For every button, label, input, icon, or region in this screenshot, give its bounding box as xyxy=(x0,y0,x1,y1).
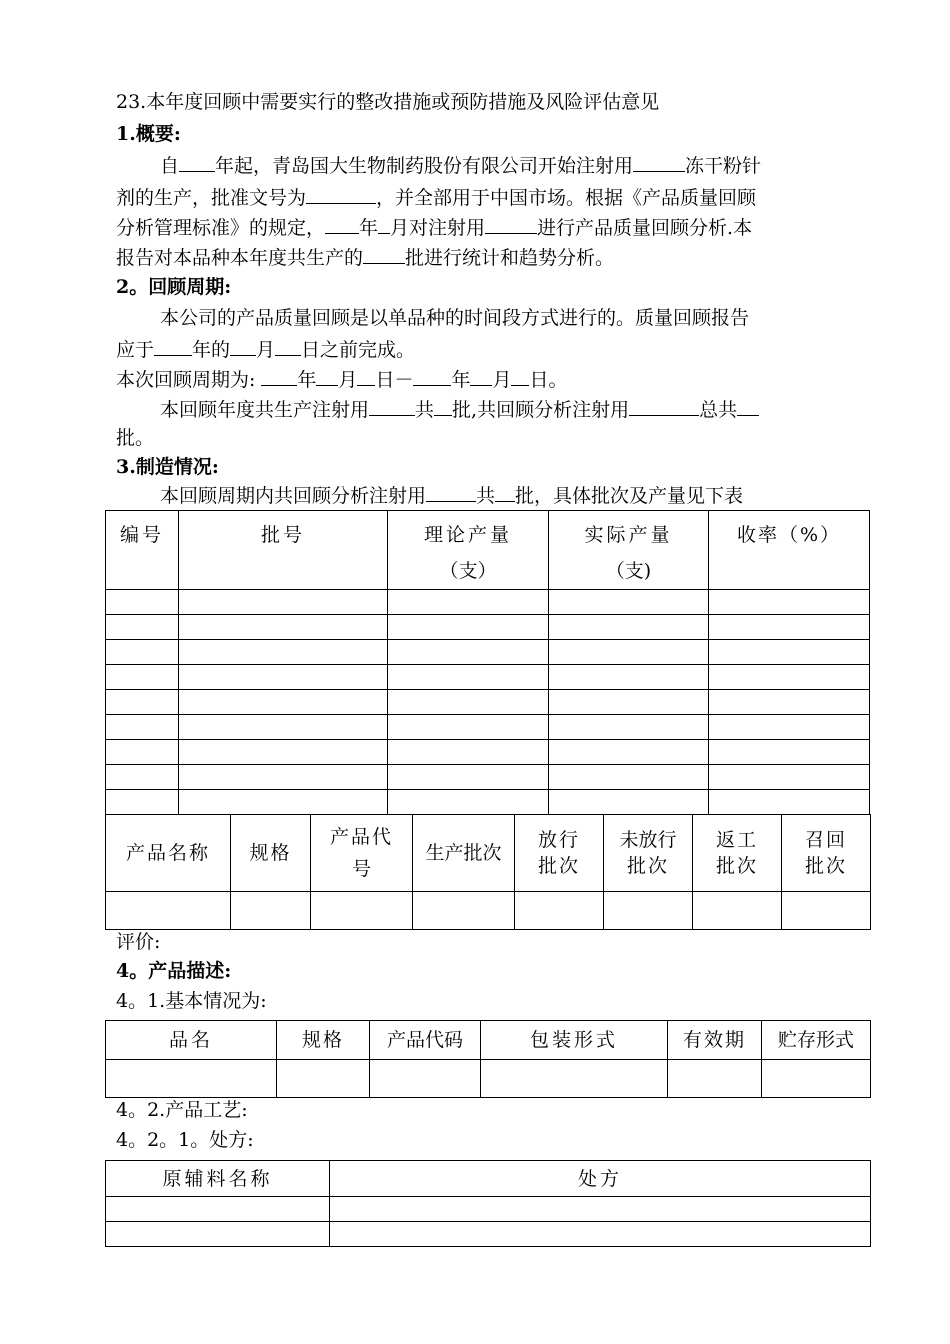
col-product-code: 产品代 号 xyxy=(311,815,413,892)
col-unreleased-batches: 未放行 批次 xyxy=(604,815,693,892)
col-code: 产品代码 xyxy=(370,1021,481,1060)
formula-table xyxy=(105,1160,871,1247)
col-expiry: 有效期 xyxy=(668,1021,762,1060)
basic-info-subheading: 4。1.基本情况为: xyxy=(116,990,267,1012)
table-row xyxy=(106,715,870,740)
period-line-3: 本次回顾周期为: 年 月 日－ 年 月 日。 xyxy=(116,366,568,392)
manufacture-line-1: 本回顾周期内共回顾分析注射用 共 批，具体批次及产量见下表 xyxy=(160,482,743,508)
col-formula: 处方 xyxy=(330,1161,871,1197)
col-storage: 贮存形式 xyxy=(762,1021,871,1060)
section-3-heading: 3.制造情况: xyxy=(116,456,219,478)
table-row xyxy=(106,590,870,615)
section-23-title: 23.本年度回顾中需要实行的整改措施或预防措施及风险评估意见 xyxy=(116,91,660,113)
table-row xyxy=(106,765,870,790)
table-row xyxy=(106,1060,871,1098)
col-theoretical-output: 理论产量 （支） xyxy=(388,511,549,590)
summary-line-2: 剂的生产，批准文号为 ，并全部用于中国市场。根据《产品质量回顾 xyxy=(116,184,756,210)
period-line-1: 本公司的产品质量回顾是以单品种的时间段方式进行的。质量回顾报告 xyxy=(160,307,750,329)
section-4-heading: 4。产品描述: xyxy=(116,960,232,982)
col-recall-batches: 召回 批次 xyxy=(782,815,871,892)
period-line-4: 本回顾年度共生产注射用 共 批,共回顾分析注射用 总共 xyxy=(160,396,759,422)
table-row xyxy=(106,615,870,640)
table-row xyxy=(106,1222,871,1247)
col-number: 编号 xyxy=(106,511,179,590)
col-packaging: 包装形式 xyxy=(481,1021,668,1060)
col-material-name: 原辅料名称 xyxy=(106,1161,330,1197)
col-rework-batches: 返工 批次 xyxy=(693,815,782,892)
col-product-name: 产品名称 xyxy=(106,815,231,892)
table-row xyxy=(106,892,871,930)
evaluation-label: 评价: xyxy=(116,931,161,953)
col-released-batches: 放行 批次 xyxy=(515,815,604,892)
section-2-heading: 2。回顾周期: xyxy=(116,276,232,298)
period-line-2: 应于 年的 月 日之前完成。 xyxy=(116,336,415,362)
col-actual-output: 实际产量 （支) xyxy=(549,511,709,590)
table-row xyxy=(106,740,870,765)
col-batch-number: 批号 xyxy=(179,511,388,590)
formula-subheading: 4。2。1。处方: xyxy=(116,1129,254,1151)
period-line-5: 批。 xyxy=(116,427,155,449)
summary-line-4: 报告对本品种本年度共生产的 批进行统计和趋势分析。 xyxy=(116,244,614,270)
section-1-heading: 1.概要: xyxy=(116,123,181,145)
batch-yield-table xyxy=(105,510,870,815)
summary-line-3: 分析管理标准》的规定， 年 月对注射用 进行产品质量回顾分析.本 xyxy=(116,214,752,240)
batch-status-table xyxy=(105,814,871,930)
process-subheading: 4。2.产品工艺: xyxy=(116,1099,248,1121)
basic-info-table xyxy=(105,1020,871,1098)
col-spec: 规格 xyxy=(277,1021,370,1060)
table-row xyxy=(106,790,870,815)
table-row xyxy=(106,690,870,715)
col-specification: 规格 xyxy=(231,815,311,892)
summary-line-1: 自 年起，青岛国大生物制药股份有限公司开始注射用 冻干粉针 xyxy=(160,152,761,178)
col-name: 品名 xyxy=(106,1021,277,1060)
table-row xyxy=(106,665,870,690)
table-row xyxy=(106,640,870,665)
col-production-batches: 生产批次 xyxy=(413,815,515,892)
table-row xyxy=(106,1197,871,1222)
col-yield: 收率（%） xyxy=(709,511,870,590)
